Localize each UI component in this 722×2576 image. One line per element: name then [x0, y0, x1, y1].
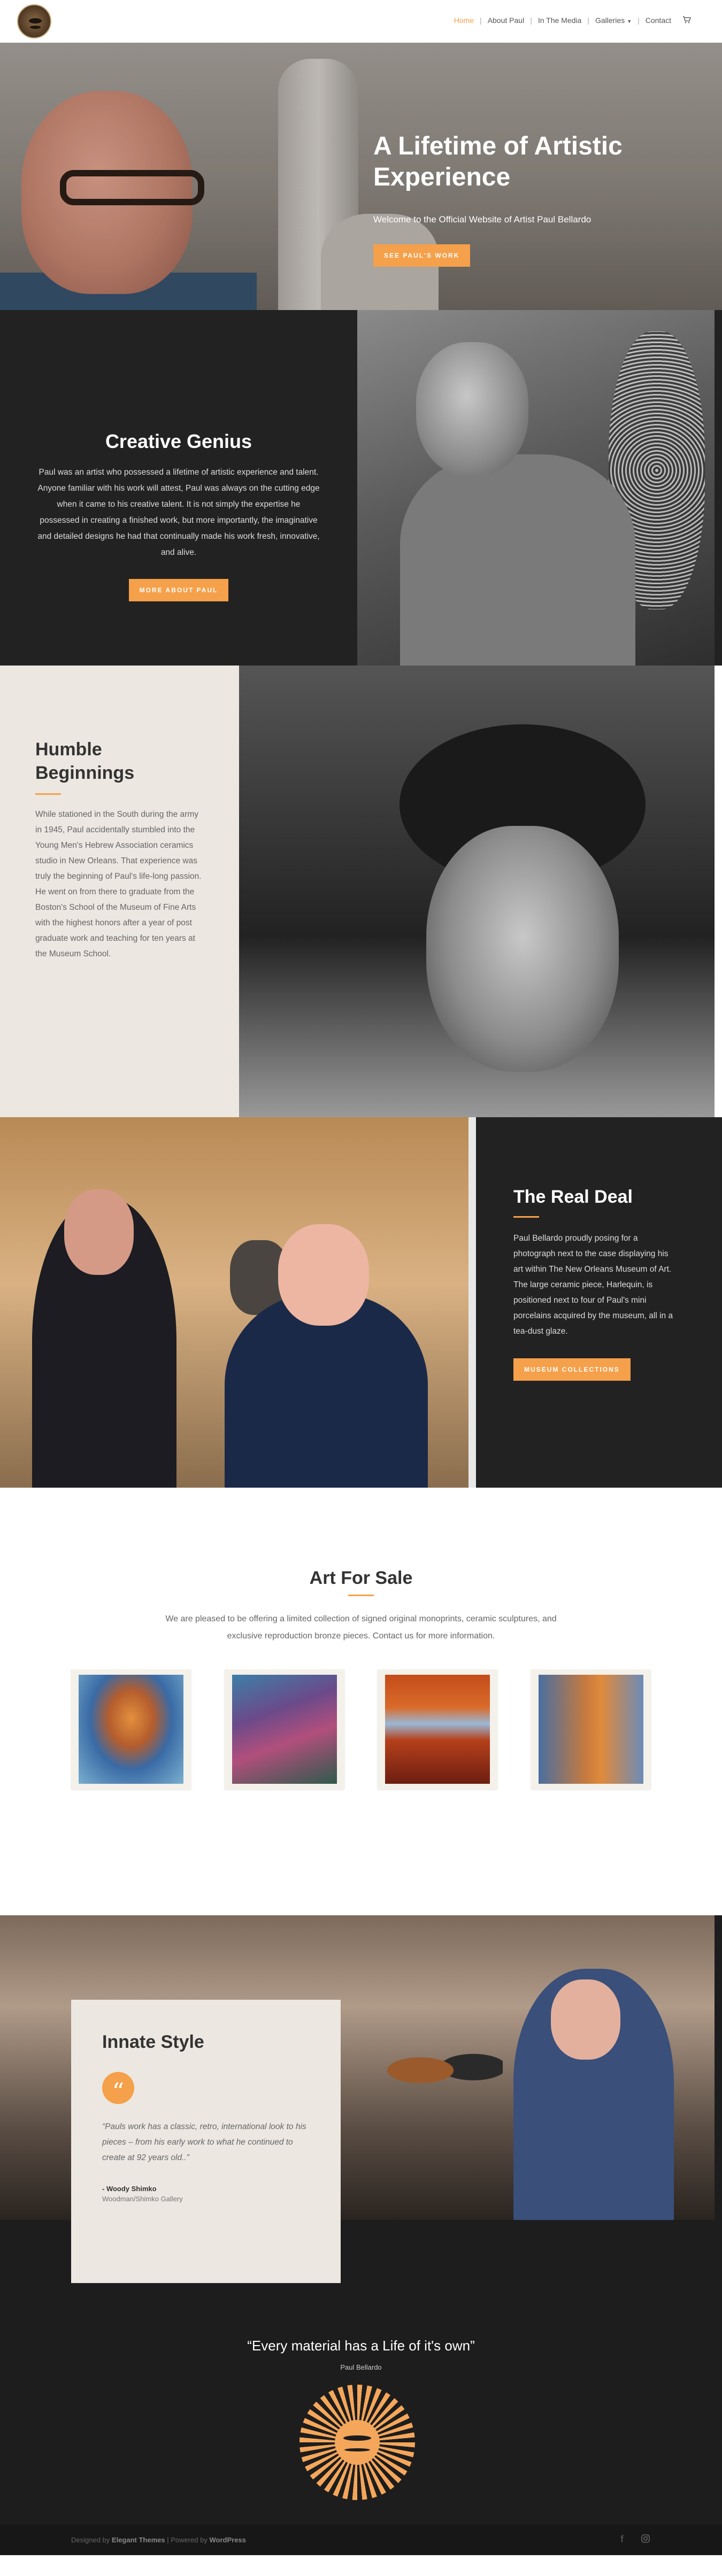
artwork-thumbnail[interactable] [378, 1669, 497, 1789]
sun-mask-artwork [299, 2385, 415, 2500]
nav-separator: | [530, 16, 532, 25]
photo-young-artist-face [426, 826, 619, 1072]
art-for-sale-title: Art For Sale [309, 1568, 413, 1588]
nav-contact[interactable]: Contact [645, 16, 671, 25]
humble-beginnings-body: While stationed in the South during the army in 1945, Paul accidentally stumbled into the Young Men's Hebrew Association ceramics studio in New Orleans. That experience was truly the beginning of Paul's life-long passion. He went on from there to graduate from the Boston's School of the Museum of Fine Arts with the highest honors after a year of post graduate work and teaching for ten years at the Museum School. [35, 810, 202, 958]
facebook-icon[interactable]: f [620, 2534, 624, 2544]
footer-credits [71, 2536, 246, 2544]
hero-section [0, 43, 722, 310]
nav-separator: | [587, 16, 589, 25]
artwork-image [539, 1675, 643, 1784]
artwork-image [385, 1675, 490, 1784]
shopping-cart-icon[interactable] [682, 16, 691, 24]
testimonial-author: - Woody Shimko [102, 2185, 157, 2193]
humble-beginnings-section [0, 666, 722, 1117]
chevron-down-icon: ▼ [627, 19, 632, 24]
photo-man-right-face [278, 1224, 369, 1326]
real-deal-photo [0, 1117, 476, 1488]
hero-subtitle: Welcome to the Official Website of Artist Paul Bellardo [373, 214, 592, 225]
photo-man-left-face [64, 1189, 134, 1275]
real-deal-body: Paul Bellardo proudly posing for a photograph next to the case displaying his art within The New Orleans Museum of Art. The large ceramic piece, Harlequin, is positioned next to four of Paul's mini porcelains acquired by the museum, all in a tea-dust glaze. [513, 1234, 673, 1336]
site-logo[interactable] [17, 4, 51, 38]
footer-quote-section [0, 2338, 722, 2525]
artwork-thumbnail[interactable] [531, 1669, 651, 1789]
nav-in-the-media[interactable]: In The Media [537, 16, 582, 25]
photo-artist-head [416, 342, 528, 476]
accent-divider [35, 793, 61, 795]
hero-title: A Lifetime of Artistic Experience [373, 132, 623, 191]
more-about-paul-button[interactable]: MORE ABOUT PAUL [129, 579, 229, 601]
artwork-image [79, 1675, 183, 1784]
innate-style-title: Innate Style [102, 2032, 204, 2052]
art-for-sale-section [0, 1488, 722, 1915]
photo-pottery [385, 2038, 503, 2102]
humble-beginnings-photo [239, 666, 715, 1117]
instagram-icon[interactable] [640, 2534, 651, 2544]
innate-style-section [0, 1915, 722, 2338]
real-deal-section [0, 1117, 722, 1488]
humble-beginnings-title: Humble Beginnings [35, 739, 135, 783]
see-pauls-work-button[interactable]: SEE PAUL'S WORK [373, 244, 470, 267]
creative-genius-body: Paul was an artist who possessed a lifetime of artistic experience and talent. Anyone familiar with his work will attest, Paul was always on the cutting edge when it came to his creative talent. It is not simply the expertise he possessed in creating a finished work, but more importantly, the imaginative and detailed designs he had that continually made his work fresh, innovative, and alive. [37, 468, 320, 557]
artwork-thumbnail[interactable] [71, 1669, 191, 1789]
designed-by-label: Designed by [71, 2536, 110, 2544]
creative-genius-text [0, 310, 357, 666]
elegant-themes-link[interactable]: Elegant Themes [111, 2536, 165, 2544]
site-footer [0, 2525, 722, 2555]
creative-genius-photo [357, 310, 715, 666]
photo-artist-face [551, 1979, 620, 2060]
footer-quote-name: Paul Bellardo [340, 2363, 382, 2371]
testimonial-quote: “Pauls work has a classic, retro, international look to his pieces – from his early work to what he continued to create at 92 years old..” [102, 2122, 306, 2162]
quote-icon: “ [102, 2072, 134, 2104]
nav-separator: | [637, 16, 640, 25]
real-deal-text [476, 1117, 715, 1488]
nav-about-paul[interactable]: About Paul [487, 16, 525, 25]
testimonial-gallery: Woodman/Shimko Gallery [102, 2195, 183, 2203]
artwork-thumbnail[interactable] [225, 1669, 344, 1789]
humble-beginnings-text [0, 666, 239, 1117]
accent-divider [348, 1595, 374, 1596]
accent-divider [513, 1216, 539, 1218]
social-links [617, 2534, 651, 2544]
nav-home[interactable]: Home [454, 16, 474, 25]
site-header [0, 0, 722, 43]
real-deal-title: The Real Deal [513, 1187, 633, 1207]
powered-by-label: | Powered by [167, 2536, 208, 2544]
hero-text [373, 131, 673, 267]
art-for-sale-body: We are pleased to be offering a limited collection of signed original monoprints, ceramic sculptures, and exclusive reproduction bronze pieces. Contact us for more information. [165, 1614, 557, 1641]
museum-collections-button[interactable]: MUSEUM COLLECTIONS [513, 1358, 631, 1381]
testimonial-card [71, 2000, 341, 2283]
creative-genius-title: Creative Genius [105, 430, 252, 452]
nav-separator: | [480, 16, 482, 25]
main-nav [454, 16, 671, 25]
artwork-gallery [71, 1669, 651, 1789]
artwork-image [232, 1675, 337, 1784]
photo-artist-body [400, 454, 635, 666]
nav-galleries-label: Galleries [595, 16, 625, 25]
nav-galleries[interactable] [595, 16, 632, 25]
wordpress-link[interactable]: WordPress [209, 2536, 246, 2544]
creative-genius-section [0, 310, 722, 666]
footer-quote-text: “Every material has a Life of it's own” [247, 2338, 475, 2354]
